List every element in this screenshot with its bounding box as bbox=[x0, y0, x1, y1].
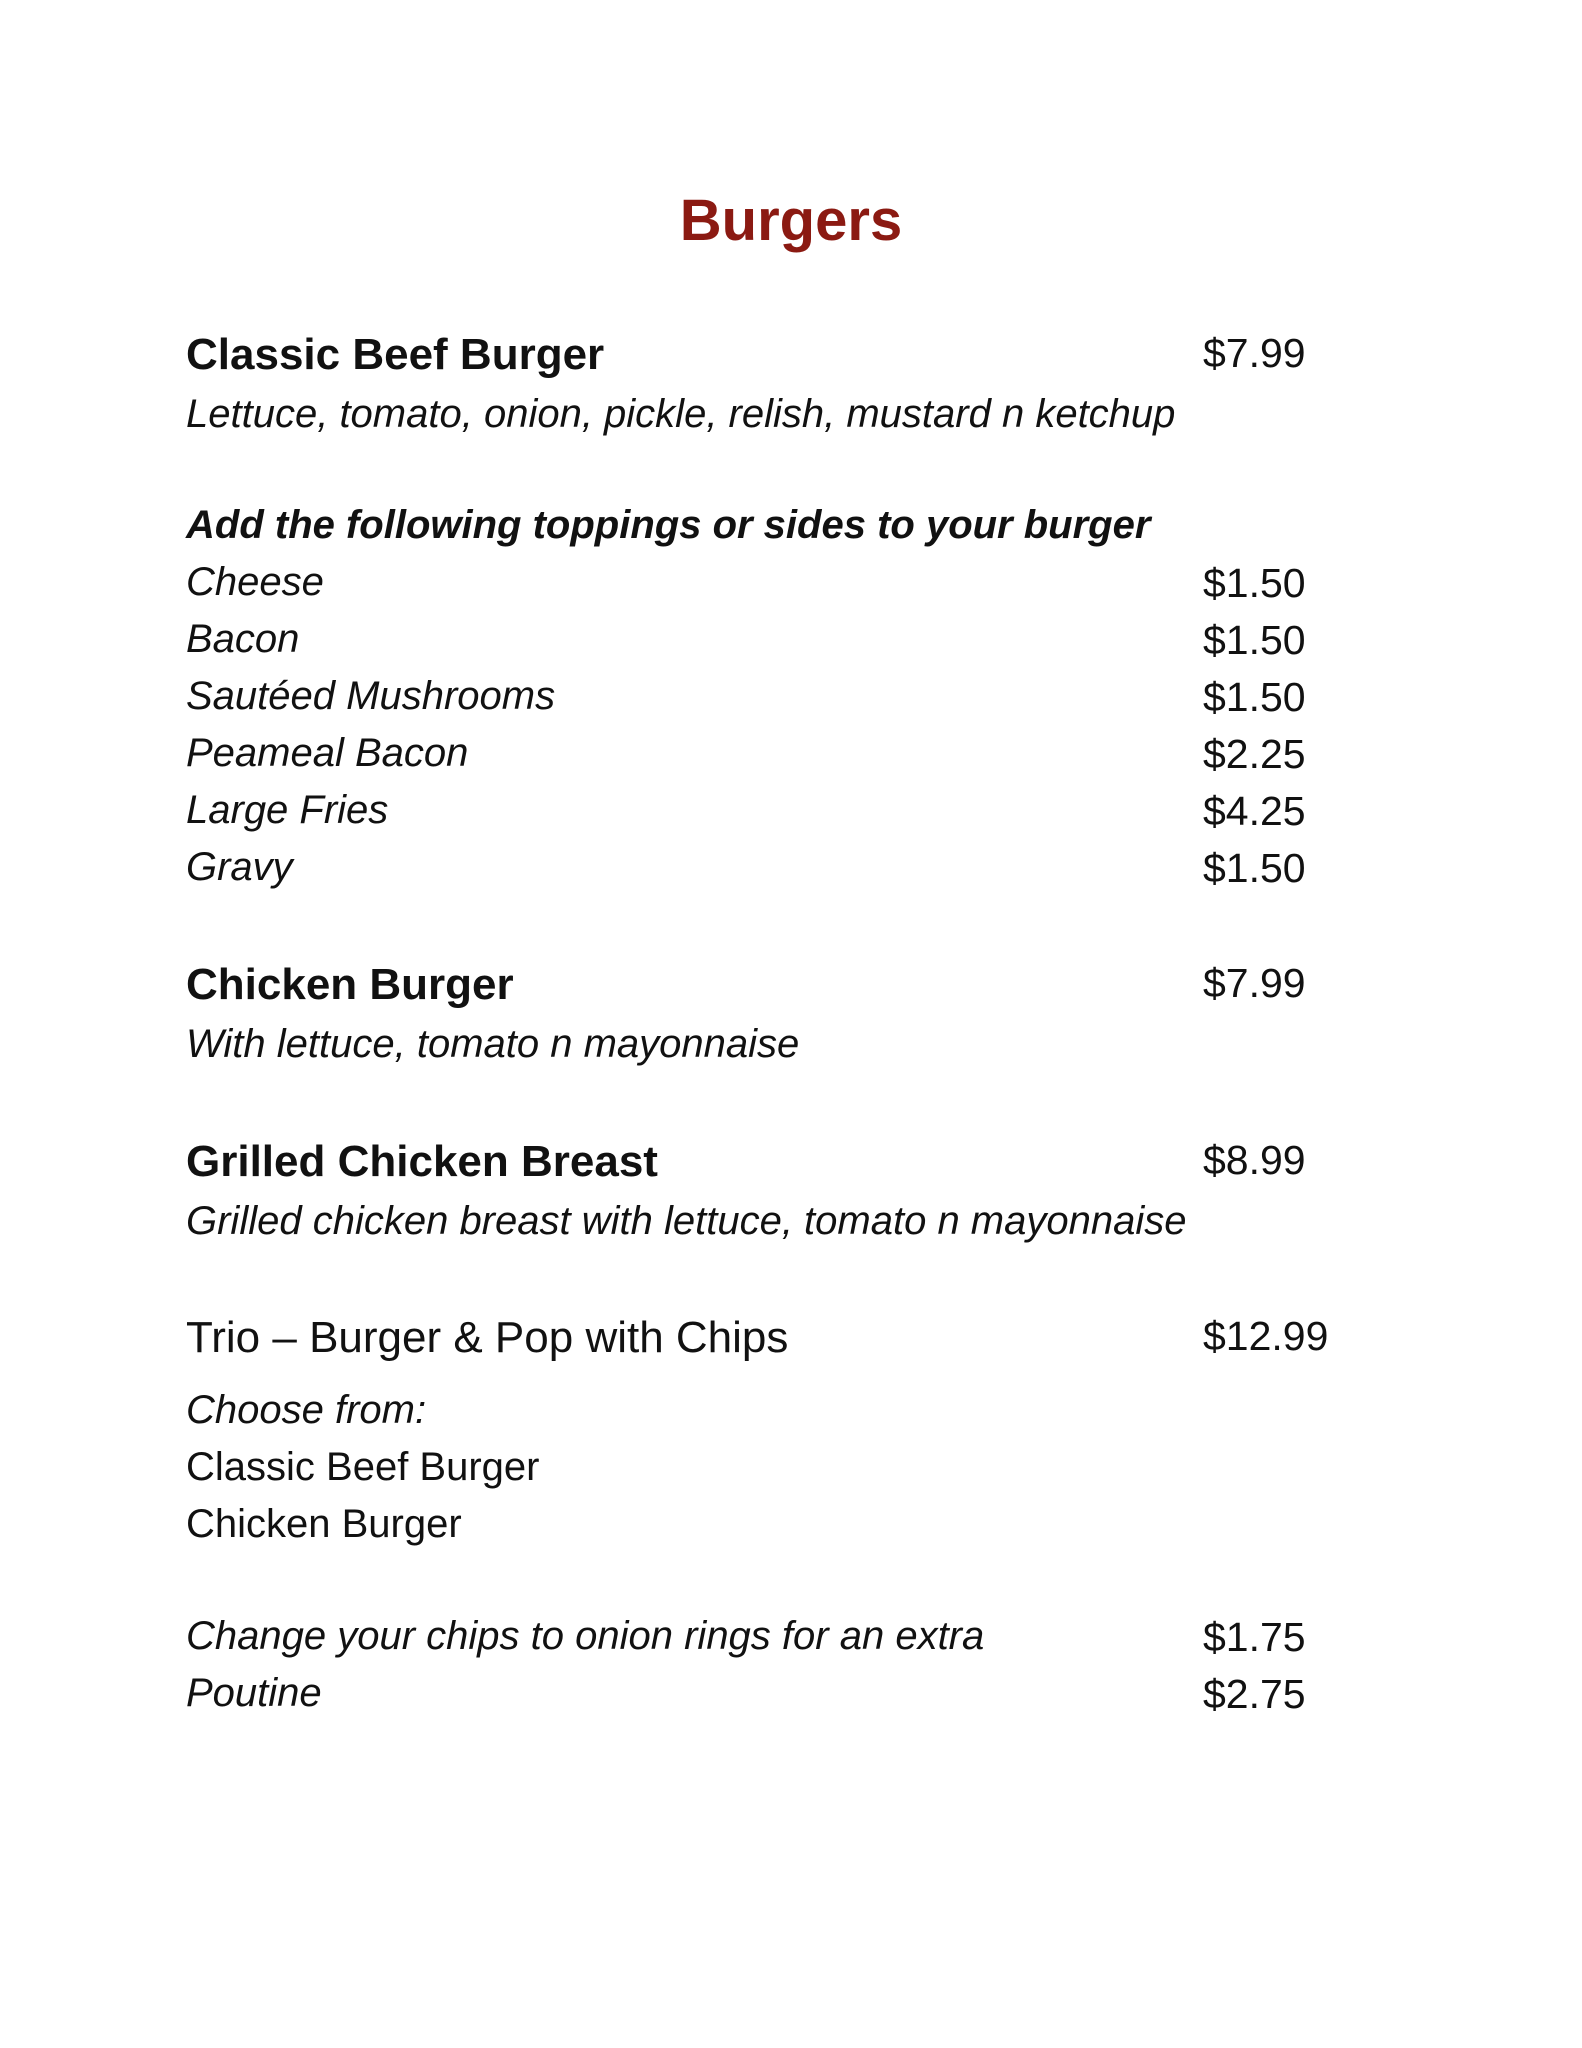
choice-item: Classic Beef Burger bbox=[186, 1445, 540, 1489]
topping-name: Gravy bbox=[186, 845, 293, 889]
topping-price: $1.50 bbox=[1203, 560, 1306, 606]
item-price: $8.99 bbox=[1203, 1137, 1306, 1183]
topping-price: $4.25 bbox=[1203, 788, 1306, 834]
item-name: Trio – Burger & Pop with Chips bbox=[186, 1313, 789, 1362]
extra-row bbox=[186, 1614, 1346, 1670]
topping-price: $1.50 bbox=[1203, 617, 1306, 663]
extra-price: $2.75 bbox=[1203, 1671, 1306, 1717]
item-price: $7.99 bbox=[1203, 330, 1306, 376]
topping-price: $2.25 bbox=[1203, 731, 1306, 777]
topping-row bbox=[186, 674, 1346, 730]
extra-price: $1.75 bbox=[1203, 1614, 1306, 1660]
extra-row bbox=[186, 1671, 1346, 1727]
menu-item-trio bbox=[186, 1313, 1346, 1369]
page-title: Burgers bbox=[679, 188, 903, 253]
menu-item-chicken-burger bbox=[186, 960, 1346, 1016]
item-name: Classic Beef Burger bbox=[186, 330, 605, 379]
item-name: Grilled Chicken Breast bbox=[186, 1137, 658, 1186]
topping-row bbox=[186, 617, 1346, 673]
topping-row bbox=[186, 560, 1346, 616]
menu-item-grilled-chicken-breast bbox=[186, 1137, 1346, 1193]
topping-name: Bacon bbox=[186, 617, 300, 661]
item-price: $7.99 bbox=[1203, 960, 1306, 1006]
item-description: Grilled chicken breast with lettuce, tomato n mayonnaise bbox=[186, 1199, 1187, 1243]
topping-name: Peameal Bacon bbox=[186, 731, 469, 775]
extra-name: Poutine bbox=[186, 1671, 322, 1715]
item-description: With lettuce, tomato n mayonnaise bbox=[186, 1022, 800, 1066]
topping-price: $1.50 bbox=[1203, 845, 1306, 891]
topping-name: Sautéed Mushrooms bbox=[186, 674, 556, 718]
choice-item: Chicken Burger bbox=[186, 1502, 462, 1546]
topping-price: $1.50 bbox=[1203, 674, 1306, 720]
topping-name: Cheese bbox=[186, 560, 324, 604]
choose-label: Choose from: bbox=[186, 1388, 427, 1432]
extra-name: Change your chips to onion rings for an extra bbox=[186, 1614, 985, 1658]
topping-name: Large Fries bbox=[186, 788, 389, 832]
item-price: $12.99 bbox=[1203, 1313, 1329, 1359]
topping-row bbox=[186, 788, 1346, 844]
item-description: Lettuce, tomato, onion, pickle, relish, mustard n ketchup bbox=[186, 392, 1176, 436]
item-name: Chicken Burger bbox=[186, 960, 514, 1009]
topping-row bbox=[186, 845, 1346, 901]
menu-item-classic-beef-burger bbox=[186, 330, 1346, 386]
topping-row bbox=[186, 731, 1346, 787]
toppings-heading: Add the following toppings or sides to your burger bbox=[186, 503, 1151, 547]
